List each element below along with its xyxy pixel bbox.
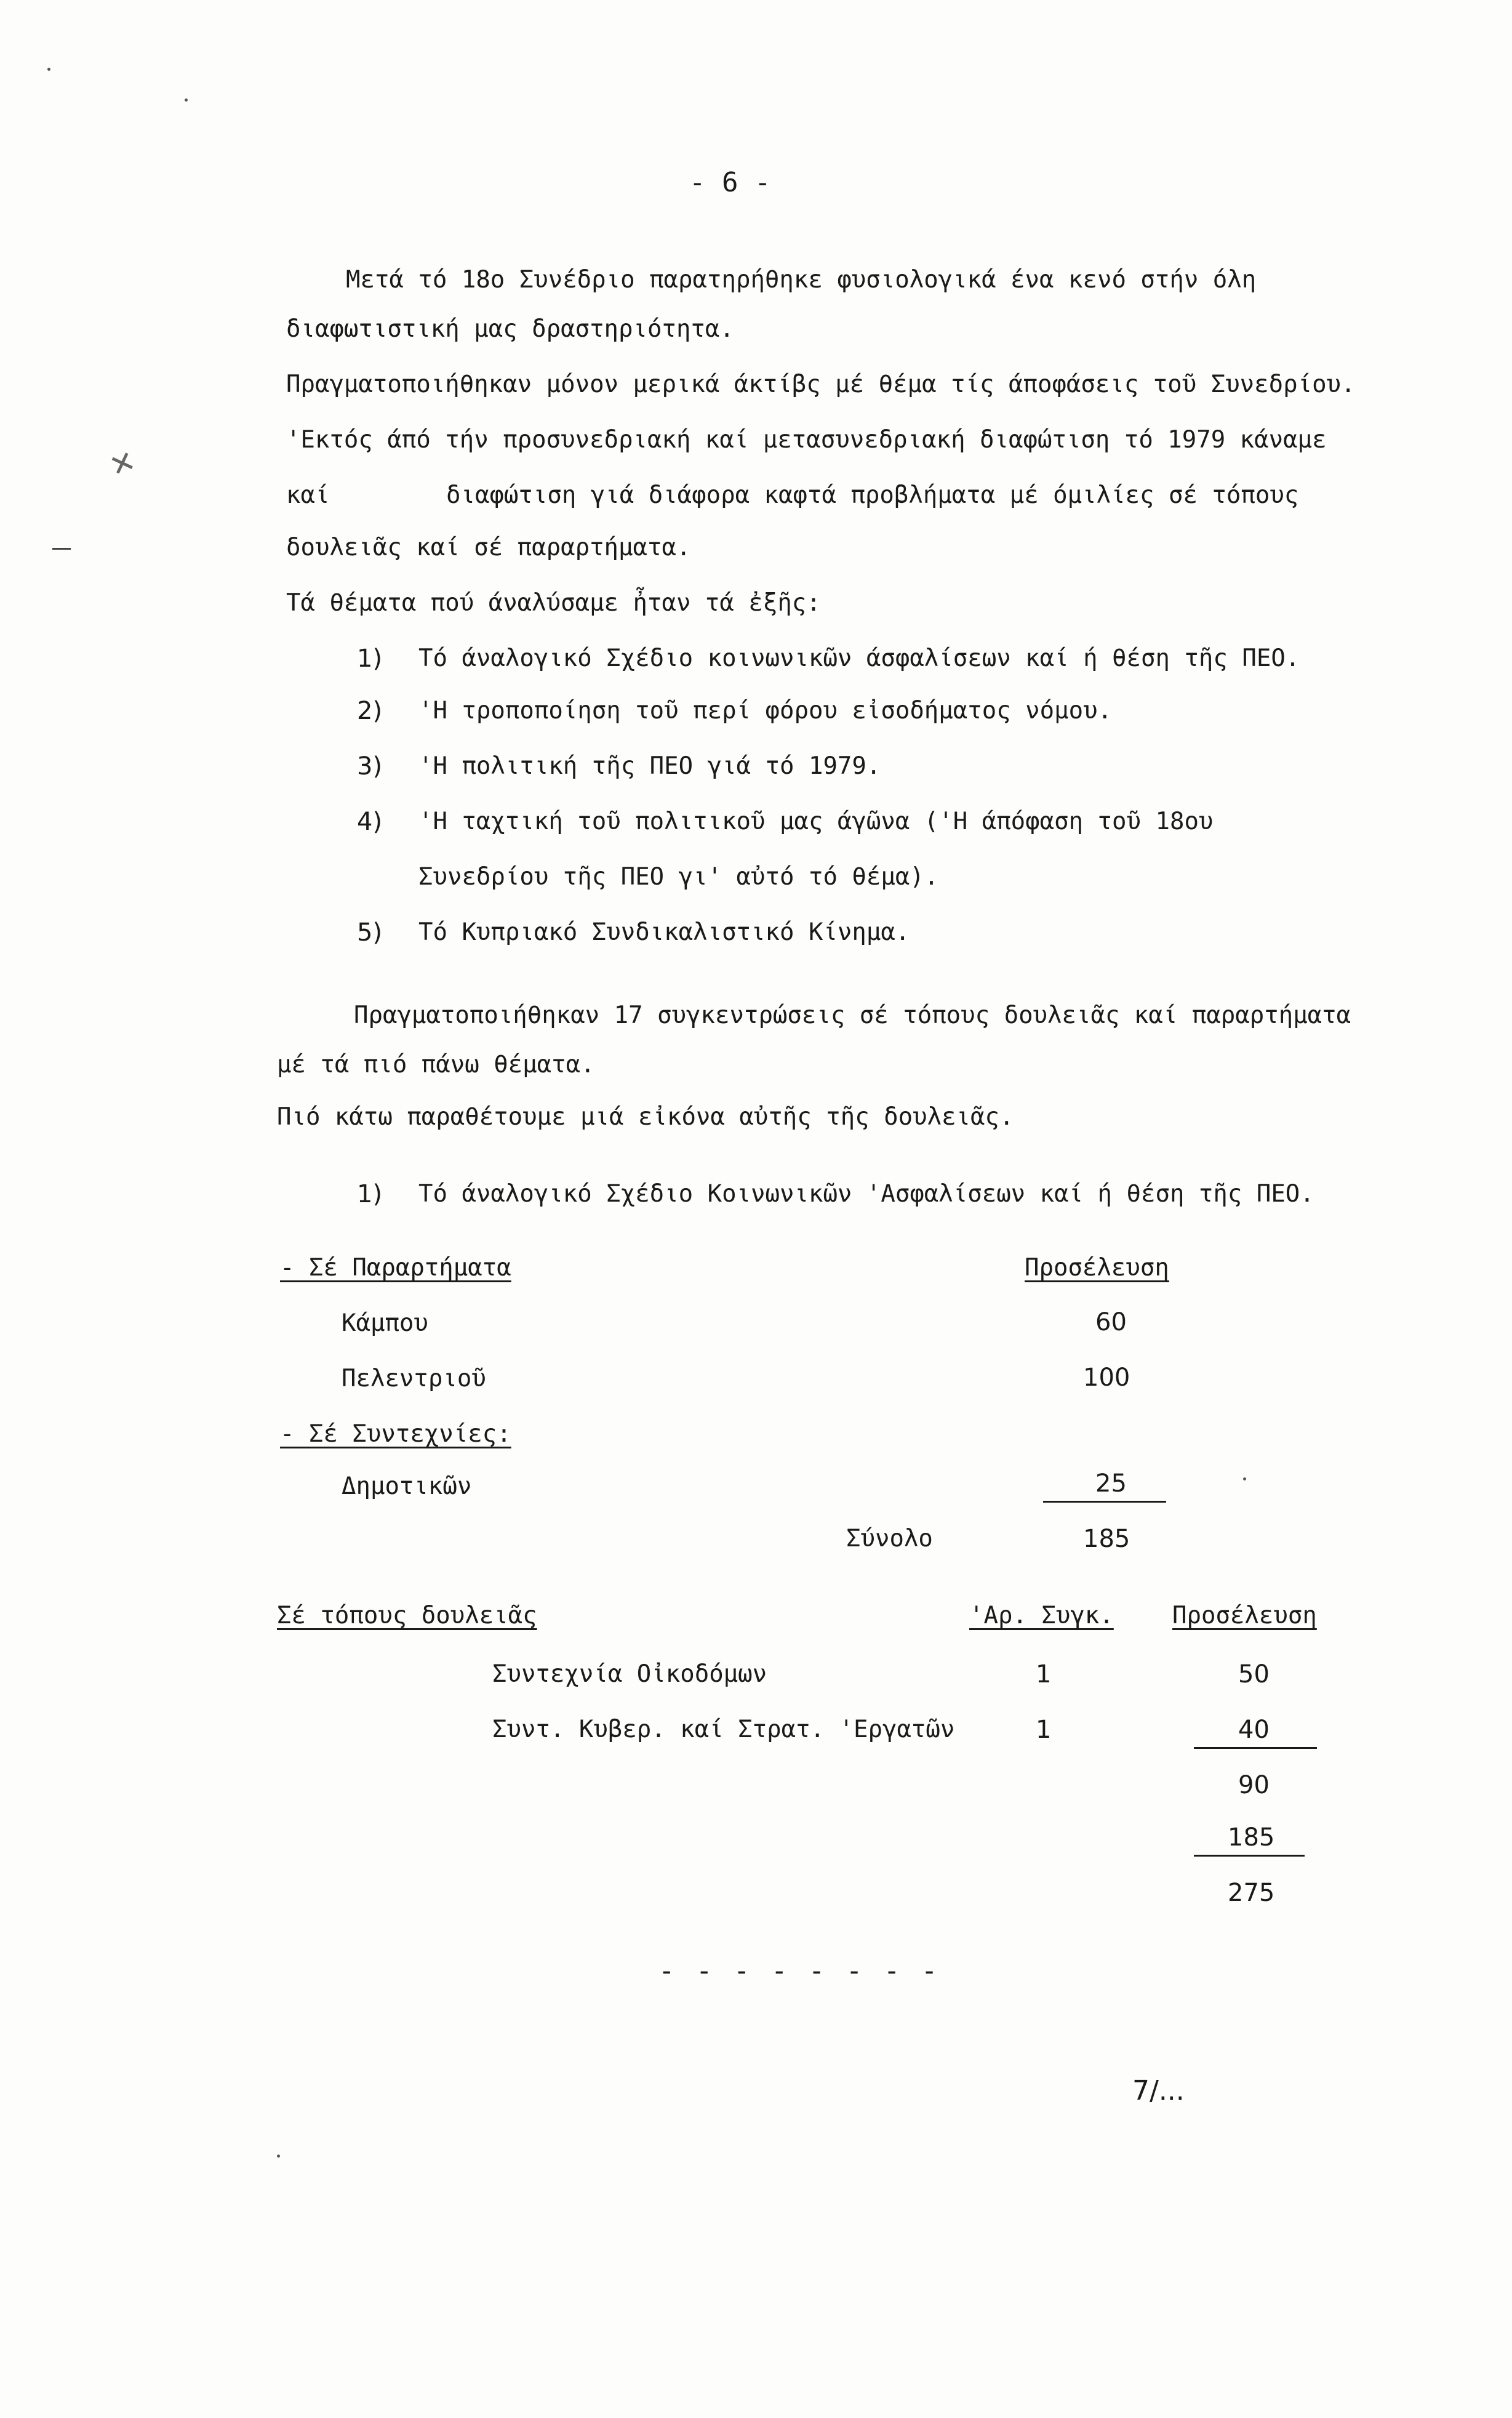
workplace-attendance: 50 xyxy=(1238,1660,1270,1689)
topic-number: 1) xyxy=(357,645,383,673)
meetings-count: 1 xyxy=(1036,1660,1052,1689)
intro-line: 'Εκτός άπό τήν προσυνεδριακή καί μετασυνεδριακή διαφώτιση τό 1979 κάναμε xyxy=(286,426,1327,454)
topic-number: 3) xyxy=(357,752,383,781)
attendance-header: Προσέλευση xyxy=(1025,1254,1169,1282)
summary-line: Πιό κάτω παραθέτουμε μιά εἰκόνα αὐτῆς τῆς δουλειᾶς. xyxy=(277,1103,1014,1131)
workplace-attendance: 40 xyxy=(1238,1716,1270,1744)
unions-header: - Σέ Συντεχνίες: xyxy=(280,1420,511,1448)
summary-line: μέ τά πιό πάνω θέματα. xyxy=(277,1051,595,1078)
previous-total: 185 xyxy=(1228,1823,1275,1852)
union-value: 25 xyxy=(1095,1469,1127,1498)
intro-line: Πραγματοποιήθηκαν μόνον μερικά άκτίβς μέ θέμα τίς άποφάσεις τοῦ Συνεδρίου. xyxy=(286,371,1356,398)
intro-line: καί xyxy=(286,481,330,509)
attendance-header: Προσέλευση xyxy=(1172,1602,1317,1629)
sum-rule xyxy=(1194,1747,1317,1749)
intro-line: δουλειᾶς καί σέ παραρτήματα. xyxy=(286,534,691,561)
topic-text: 'Η τροποποίηση τοῦ περί φόρου εἰσοδήματος νόμου. xyxy=(418,697,1113,725)
sum-rule xyxy=(1194,1855,1305,1857)
topic-text: 'Η ταχτική τοῦ πολιτικοῦ μας άγῶνα ('Η άπόφαση τοῦ 18ου xyxy=(418,808,1214,835)
summary-line: Πραγματοποιήθηκαν 17 συγκεντρώσεις σέ τόπους δουλειᾶς καί παραρτήματα xyxy=(354,1002,1351,1029)
branch-name: Πελεντριοῦ xyxy=(342,1365,486,1392)
sum-rule xyxy=(1043,1501,1166,1503)
topic-text-continued: Συνεδρίου τῆς ΠΕΟ γι' αὐτό τό θέμα). xyxy=(418,863,939,891)
scan-speck xyxy=(47,68,50,71)
workplace-name: Συντεχνία Οἰκοδόμων xyxy=(492,1660,767,1688)
branches-header: - Σέ Παραρτήματα xyxy=(280,1254,511,1282)
total-label: Σύνολο xyxy=(846,1525,933,1552)
scan-speck xyxy=(277,2155,280,2158)
intro-line: διαφώτιση γιά διάφορα καφτά προβλήματα μέ όμιλίες σέ τόπους xyxy=(446,481,1299,509)
workplaces-header: Σέ τόπους δουλειᾶς xyxy=(277,1602,537,1629)
scan-speck xyxy=(1243,1477,1246,1480)
margin-mark: ✕ xyxy=(104,437,140,486)
margin-dash xyxy=(52,548,71,550)
topic-number: 5) xyxy=(357,918,383,947)
topics-intro: Τά θέματα πού άναλύσαμε ἦταν τά ἐξῆς: xyxy=(286,589,821,617)
topic-text: Τό Κυπριακό Συνδικαλιστικό Κίνημα. xyxy=(418,918,910,946)
intro-line: διαφωτιστική μας δραστηριότητα. xyxy=(286,315,734,343)
section-number: 1) xyxy=(357,1180,383,1208)
topic-number: 2) xyxy=(357,697,383,725)
branch-name: Κάμπου xyxy=(342,1309,428,1337)
grand-total: 275 xyxy=(1228,1879,1275,1907)
scan-speck xyxy=(185,98,188,102)
branch-value: 100 xyxy=(1083,1364,1130,1392)
separator: - - - - - - - - xyxy=(658,1955,940,1986)
subtotal: 90 xyxy=(1238,1771,1270,1799)
workplace-name: Συντ. Κυβερ. καί Στρατ. 'Εργατῶν xyxy=(492,1716,955,1743)
union-name: Δημοτικῶν xyxy=(342,1472,472,1500)
continuation-marker: 7/... xyxy=(1132,2075,1185,2107)
total-value: 185 xyxy=(1083,1525,1130,1553)
intro-line: Μετά τό 18ο Συνέδριο παρατηρήθηκε φυσιολογικά ένα κενό στήν όλη xyxy=(346,266,1257,294)
topic-text: Τό άναλογικό Σχέδιο κοινωνικῶν άσφαλίσεων καί ή θέση τῆς ΠΕΟ. xyxy=(418,645,1300,672)
page-number: - 6 - xyxy=(689,167,771,198)
topic-text: 'Η πολιτική τῆς ΠΕΟ γιά τό 1979. xyxy=(418,752,881,780)
section-heading: Τό άναλογικό Σχέδιο Κοινωνικῶν 'Ασφαλίσεων καί ή θέση τῆς ΠΕΟ. xyxy=(418,1180,1314,1208)
meetings-count-header: 'Αρ. Συγκ. xyxy=(969,1602,1114,1629)
meetings-count: 1 xyxy=(1036,1716,1052,1744)
topic-number: 4) xyxy=(357,808,383,836)
branch-value: 60 xyxy=(1095,1308,1127,1336)
